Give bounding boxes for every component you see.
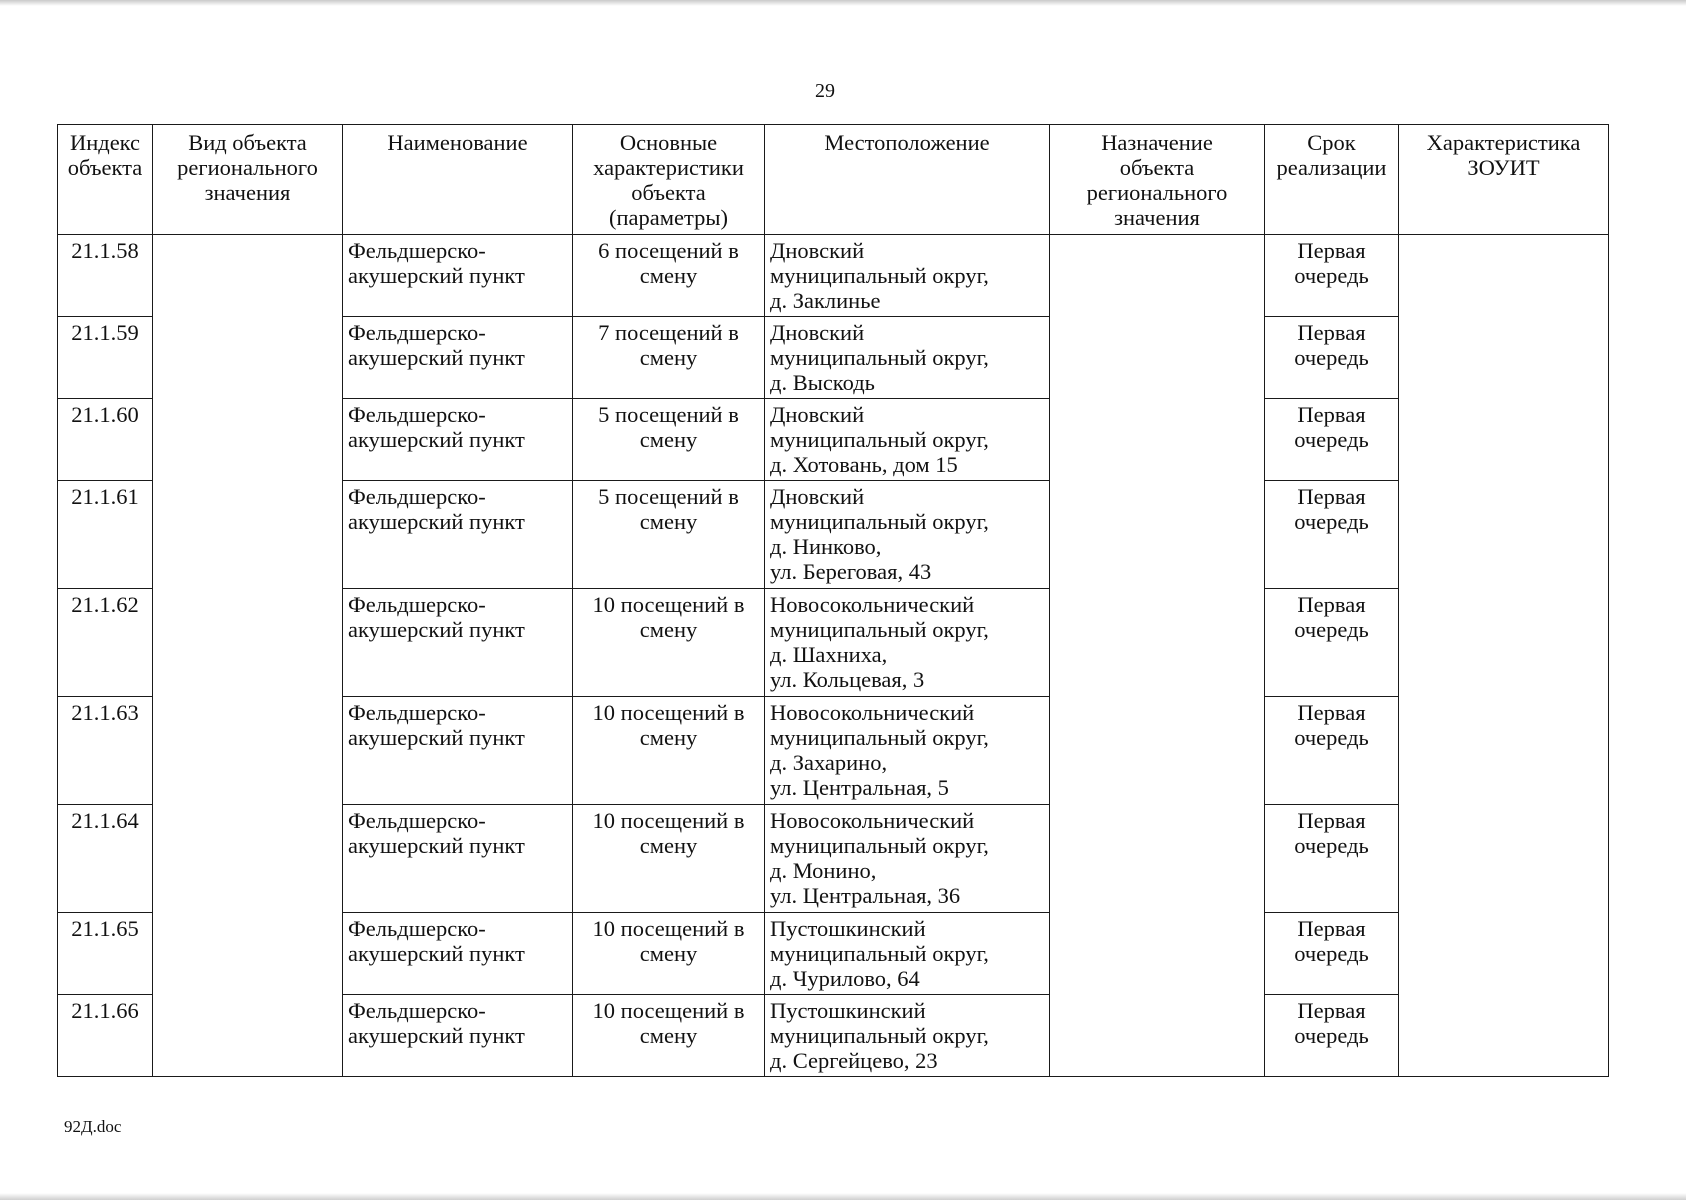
cell-location: Дновский муниципальный округ, д. Выскодь (765, 317, 1050, 399)
scan-edge-top (0, 0, 1686, 6)
cell-index: 21.1.60 (58, 399, 153, 481)
header-name: Наименование (343, 125, 573, 235)
cell-term: Первая очередь (1265, 913, 1399, 995)
cell-params: 7 посещений в смену (573, 317, 765, 399)
cell-location: Новосокольнический муниципальный округ, д. Монино, ул. Центральная, 36 (765, 805, 1050, 913)
cell-name: Фельдшерско- акушерский пункт (343, 697, 573, 805)
cell-params: 5 посещений в смену (573, 481, 765, 589)
cell-name: Фельдшерско- акушерский пункт (343, 805, 573, 913)
cell-name: Фельдшерско- акушерский пункт (343, 399, 573, 481)
header-params: Основные характеристики объекта (параметры) (573, 125, 765, 235)
cell-name: Фельдшерско- акушерский пункт (343, 317, 573, 399)
scan-edge-bottom (0, 1193, 1686, 1200)
cell-index: 21.1.63 (58, 697, 153, 805)
header-purpose: Назначение объекта регионального значения (1050, 125, 1265, 235)
cell-params: 6 посещений в смену (573, 235, 765, 317)
header-object-type: Вид объекта регионального значения (153, 125, 343, 235)
cell-index: 21.1.58 (58, 235, 153, 317)
header-zouit: Характеристика ЗОУИТ (1399, 125, 1609, 235)
cell-index: 21.1.65 (58, 913, 153, 995)
header-location: Местоположение (765, 125, 1050, 235)
cell-term: Первая очередь (1265, 317, 1399, 399)
cell-term: Первая очередь (1265, 995, 1399, 1077)
cell-index: 21.1.64 (58, 805, 153, 913)
cell-location: Новосокольнический муниципальный округ, д. Захарино, ул. Центральная, 5 (765, 697, 1050, 805)
cell-location: Дновский муниципальный округ, д. Нинково, ул. Береговая, 43 (765, 481, 1050, 589)
cell-name: Фельдшерско- акушерский пункт (343, 995, 573, 1077)
cell-params: 10 посещений в смену (573, 589, 765, 697)
cell-index: 21.1.66 (58, 995, 153, 1077)
cell-term: Первая очередь (1265, 399, 1399, 481)
cell-location: Дновский муниципальный округ, д. Хотовань, дом 15 (765, 399, 1050, 481)
cell-params: 5 посещений в смену (573, 399, 765, 481)
cell-name: Фельдшерско- акушерский пункт (343, 913, 573, 995)
cell-location: Пустошкинский муниципальный округ, д. Чурилово, 64 (765, 913, 1050, 995)
cell-location: Дновский муниципальный округ, д. Заклинье (765, 235, 1050, 317)
header-term: Срок реализации (1265, 125, 1399, 235)
cell-params: 10 посещений в смену (573, 913, 765, 995)
table-row (58, 235, 1609, 317)
cell-params: 10 посещений в смену (573, 995, 765, 1077)
cell-index: 21.1.61 (58, 481, 153, 589)
cell-term: Первая очередь (1265, 235, 1399, 317)
cell-zouit (1399, 235, 1609, 1077)
cell-object-type (153, 235, 343, 1077)
page-number: 29 (815, 80, 835, 102)
cell-name: Фельдшерско- акушерский пункт (343, 589, 573, 697)
cell-params: 10 посещений в смену (573, 697, 765, 805)
footer-filename: 92Д.doc (64, 1117, 122, 1136)
cell-location: Пустошкинский муниципальный округ, д. Сергейцево, 23 (765, 995, 1050, 1077)
cell-term: Первая очередь (1265, 805, 1399, 913)
cell-term: Первая очередь (1265, 481, 1399, 589)
cell-purpose (1050, 235, 1265, 1077)
header-index: Индекс объекта (58, 125, 153, 235)
header-row (58, 125, 1609, 235)
registry-table (57, 124, 1609, 1077)
cell-name: Фельдшерско- акушерский пункт (343, 481, 573, 589)
cell-name: Фельдшерско- акушерский пункт (343, 235, 573, 317)
cell-term: Первая очередь (1265, 697, 1399, 805)
cell-location: Новосокольнический муниципальный округ, д. Шахниха, ул. Кольцевая, 3 (765, 589, 1050, 697)
cell-index: 21.1.59 (58, 317, 153, 399)
cell-params: 10 посещений в смену (573, 805, 765, 913)
cell-index: 21.1.62 (58, 589, 153, 697)
cell-term: Первая очередь (1265, 589, 1399, 697)
